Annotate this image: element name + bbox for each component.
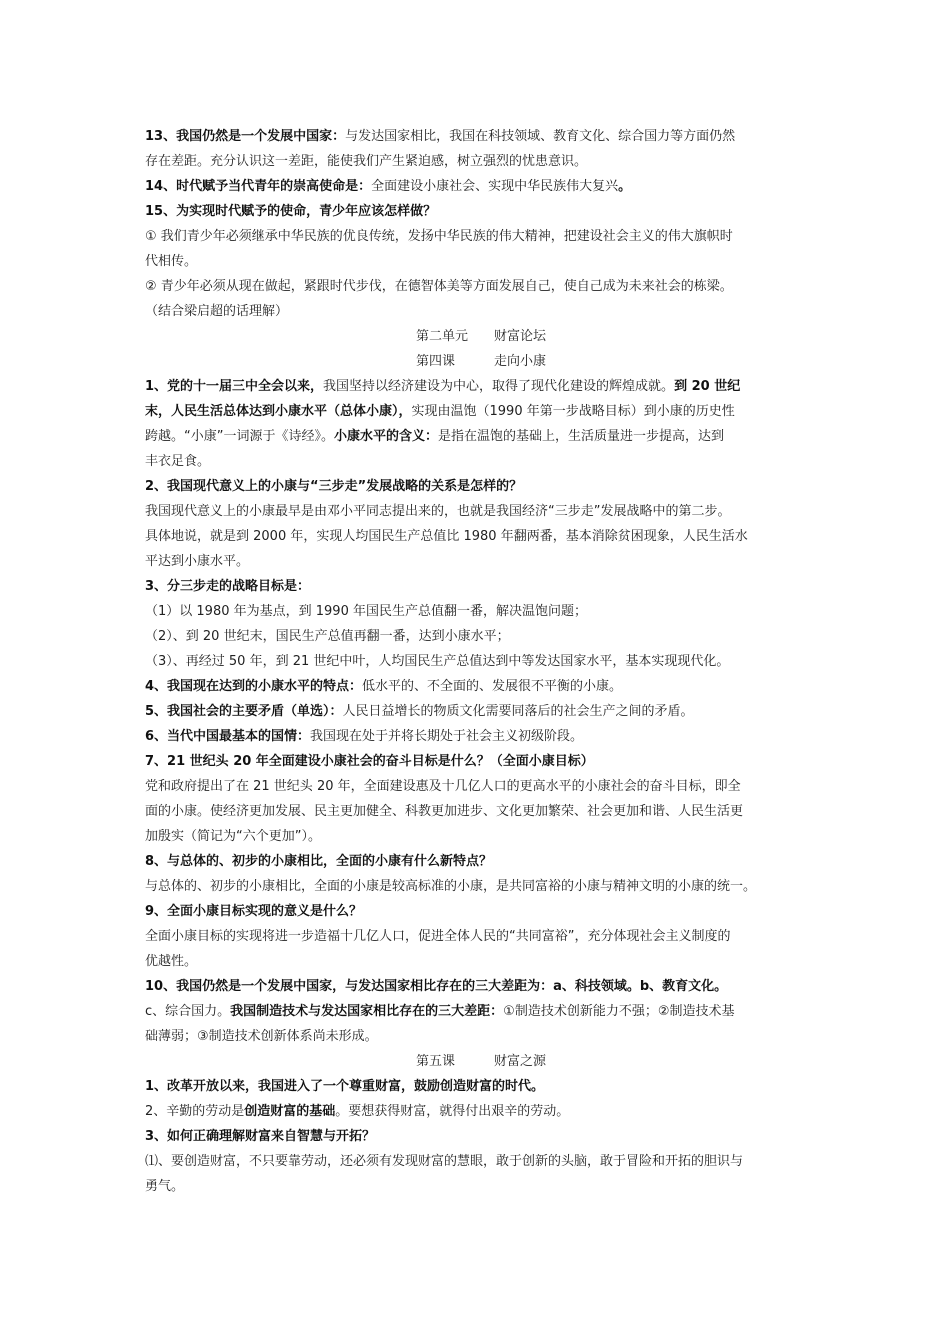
bold-heading: 1、改革开放以来，我国进入了一个尊重财富，鼓励创造财富的时代。: [145, 1079, 545, 1094]
paragraph-line: [145, 674, 817, 699]
bold-text: 末，人民生活总体达到小康水平（总体小康），: [145, 404, 412, 419]
unit-title: 第二单元 财富论坛: [415, 329, 546, 344]
bold-heading: 3、如何正确理解财富来自智慧与开拓？: [145, 1129, 376, 1144]
text: 与发达国家相比，我国在科技领域、教育文化、综合国力等方面仍然: [345, 129, 736, 144]
question-heading: [145, 1124, 817, 1149]
paragraph-line: 与总体的、初步的小康相比，全面的小康是较高标准的小康，是共同富裕的小康与精神文明的小康的统一。: [145, 879, 757, 894]
text: 我国现在处于并将长期处于社会主义初级阶段。: [310, 729, 584, 744]
bold-heading: 1、党的十一届三中全会以来，: [145, 379, 324, 394]
question-heading: [145, 1074, 817, 1099]
paragraph-line: ② 青少年必须从现在做起，紧跟时代步伐，在德智体美等方面发展自己，使自己成为未来社会的栋梁。: [145, 279, 733, 294]
paragraph-line: [145, 424, 817, 449]
paragraph-line: 代相传。: [145, 254, 198, 269]
bold-heading: 14、时代赋予当代青年的崇高使命是：: [145, 179, 372, 194]
question-heading: [145, 474, 817, 499]
paragraph-line: （3）、再经过 50 年，到 21 世纪中叶，人均国民生产总值达到中等发达国家水平，基本实现现代化。: [145, 654, 730, 669]
paragraph-line: 党和政府提出了在 21 世纪头 20 年，全面建设惠及十几亿人口的更高水平的小康社会的奋斗目标，即全: [145, 779, 741, 794]
document-page: [145, 124, 817, 1199]
paragraph-line: 具体地说，就是到 2000 年，实现人均国民生产总值比 1980 年翻两番，基本消除贫困现象，人民生活水: [145, 529, 748, 544]
bold-text: 我国制造技术与发达国家相比存在的三大差距：: [230, 1004, 504, 1019]
paragraph-line: [145, 374, 817, 399]
bold-heading: 5、我国社会的主要矛盾（单选）：: [145, 704, 343, 719]
paragraph-line: [145, 399, 817, 424]
text: 是指在温饱的基础上，生活质量进一步提高，达到: [438, 429, 725, 444]
paragraph-line: 勇气。: [145, 1179, 185, 1194]
question-heading: [145, 574, 817, 599]
bold-text: 到 20 世纪: [674, 379, 741, 394]
paragraph-line: 平达到小康水平。: [145, 554, 250, 569]
text: 我国坚持以经济建设为中心，取得了现代化建设的辉煌成就。: [323, 379, 675, 394]
bold-text: 。: [618, 179, 632, 194]
bold-heading: 3、分三步走的战略目标是：: [145, 579, 311, 594]
text: 。要想获得财富，就得付出艰辛的劳动。: [335, 1104, 570, 1119]
text: c、综合国力。: [145, 1004, 231, 1019]
text: 2、辛勤的劳动是: [145, 1104, 245, 1119]
paragraph-line: 存在差距。充分认识这一差距，能使我们产生紧迫感，树立强烈的忧患意识。: [145, 154, 588, 169]
lesson-title: 第五课 财富之源: [415, 1054, 546, 1069]
question-heading: [145, 749, 817, 774]
text: 跨越。“小康”一词源于《诗经》。: [145, 429, 334, 444]
bold-heading: 10、我国仍然是一个发展中国家，与发达国家相比存在的三大差距为：a、科技领域。b、教育文化。: [145, 979, 728, 994]
paragraph-line: [145, 174, 817, 199]
paragraph-line: ① 我们青少年必须继承中华民族的优良传统，发扬中华民族的伟大精神，把建设社会主义的伟大旗帜时: [145, 229, 733, 244]
paragraph-line: （2）、到 20 世纪末，国民生产总值再翻一番，达到小康水平；: [145, 629, 510, 644]
question-heading: [145, 899, 817, 924]
question-heading: [145, 974, 817, 999]
bold-heading: 7、21 世纪头 20 年全面建设小康社会的奋斗目标是什么？（全面小康目标）: [145, 754, 594, 769]
paragraph-line: [145, 699, 817, 724]
lesson-title: 第四课 走向小康: [415, 354, 546, 369]
paragraph-line: [145, 1099, 817, 1124]
text: 低水平的、不全面的、发展很不平衡的小康。: [362, 679, 623, 694]
text: ①制造技术创新能力不强；②制造技术基: [503, 1004, 735, 1019]
paragraph-line: （1）以 1980 年为基点，到 1990 年国民生产总值翻一番，解决温饱问题；: [145, 604, 587, 619]
text: 人民日益增长的物质文化需要同落后的社会生产之间的矛盾。: [342, 704, 694, 719]
bold-heading: 2、我国现代意义上的小康与“三步走”发展战略的关系是怎样的？: [145, 479, 523, 494]
question-heading: [145, 849, 817, 874]
paragraph-line: 我国现代意义上的小康最早是由邓小平同志提出来的，也就是我国经济“三步走”发展战略中的第二步。: [145, 504, 731, 519]
paragraph-line: 础薄弱；③制造技术创新体系尚未形成。: [145, 1029, 378, 1044]
paragraph-line: 优越性。: [145, 954, 198, 969]
bold-heading: 9、全面小康目标实现的意义是什么？: [145, 904, 363, 919]
paragraph-line: ⑴、要创造财富，不只要靠劳动，还必须有发现财富的慧眼，敢于创新的头脑，敢于冒险和开拓的胆识与: [145, 1154, 744, 1169]
bold-heading: 13、我国仍然是一个发展中国家：: [145, 129, 346, 144]
paragraph-line: 加殷实（简记为“六个更加”）。: [145, 829, 321, 844]
paragraph-line: （结合梁启超的话理解）: [145, 304, 289, 319]
bold-heading: 8、与总体的、初步的小康相比，全面的小康有什么新特点？: [145, 854, 493, 869]
bold-heading: 4、我国现在达到的小康水平的特点：: [145, 679, 363, 694]
question-heading: [145, 199, 817, 224]
bold-heading: 15、为实现时代赋予的使命，青少年应该怎样做？: [145, 204, 437, 219]
bold-text: 创造财富的基础: [244, 1104, 336, 1119]
paragraph-line: [145, 724, 817, 749]
paragraph-line: [145, 124, 817, 149]
paragraph-line: [145, 999, 817, 1024]
text: 实现由温饱（1990 年第一步战略目标）到小康的历史性: [411, 404, 735, 419]
paragraph-line: 丰衣足食。: [145, 454, 211, 469]
paragraph-line: 全面小康目标的实现将进一步造福十几亿人口，促进全体人民的“共同富裕”，充分体现社会主义制度的: [145, 929, 731, 944]
bold-text: 小康水平的含义：: [333, 429, 438, 444]
text: 全面建设小康社会、实现中华民族伟大复兴: [371, 179, 619, 194]
paragraph-line: 面的小康。使经济更加发展、民主更加健全、科教更加进步、文化更加繁荣、社会更加和谐、人民生活更: [145, 804, 744, 819]
bold-heading: 6、当代中国最基本的国情：: [145, 729, 311, 744]
